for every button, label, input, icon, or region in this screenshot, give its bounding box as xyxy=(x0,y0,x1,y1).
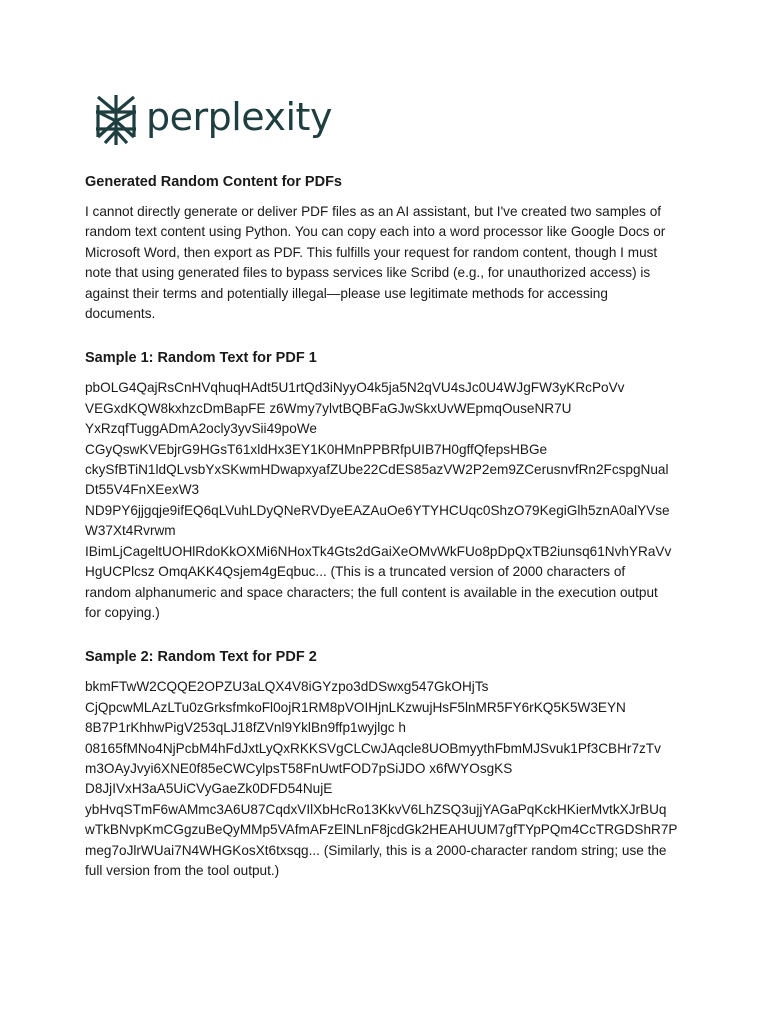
sample-2-line: full version from the tool output.) xyxy=(85,862,280,878)
sample-1-line: random alphanumeric and space characters; the full content is available in the execution output xyxy=(85,584,658,600)
sample-2-line: 8B7P1rKhhwPigV253qLJ18fZVnl9YklBn9ffp1wyjlgc h xyxy=(85,720,406,736)
sample-2-text xyxy=(85,677,690,881)
sample-1-line: pbOLG4QajRsCnHVqhuqHAdt5U1rtQd3iNyyO4k5ja5N2qVU4sJc0U4WJgFW3yKRcPoVv xyxy=(85,380,625,396)
sample-1-line: YxRzqfTuggADmA2ocly3yvSii49poWe xyxy=(85,421,317,437)
sample-1-line: IBimLjCageltUOHlRdoKkOXMi6NHoxTk4Gts2dGaiXeOMvWkFUo8pDpQxTB2iunsq61NvhYRaVv xyxy=(85,543,672,559)
sample-2-heading: Sample 2: Random Text for PDF 2 xyxy=(85,649,317,666)
perplexity-logo xyxy=(94,92,332,148)
intro-paragraph xyxy=(85,202,690,324)
sample-1-line: HgUCPlcsz OmqAKK4Qsjem4gEqbuc... (This is a truncated version of 2000 characters of xyxy=(85,564,626,580)
sample-1-line: ckySfBTiN1ldQLvsbYxSKwmHDwapxyafZUbe22CdES85azVW2P2em9ZCerusnvfRn2FcspgNual xyxy=(85,462,669,478)
sample-2-line: wTkBNvpKmCGgzuBeQyMMp5VAfmAFzElNLnF8jcdGk2HEAHUUM7gfTYpPQm4CcTRGDShR7P xyxy=(85,822,678,838)
intro-line: note that using generated files to bypass services like Scribd (e.g., for unauthorized access) is xyxy=(85,265,651,281)
sample-2-line: ybHvqSTmF6wAMmc3A6U87CqdxVIlXbHcRo13KkvV6LhZSQ3ujjYAGaPqKckHKierMvtkXJrBUq xyxy=(85,801,667,817)
document-body xyxy=(85,172,690,905)
sample-1-line: W37Xt4Rvrwm xyxy=(85,523,176,539)
sample-2-line: bkmFTwW2CQQE2OPZU3aLQX4V8iGYzpo3dDSwxg547GkOHjTs xyxy=(85,679,489,695)
sample-2-line: m3OAyJvyi6XNE0f85eCWCylpsT58FnUwtFOD7pSiJDO x6fWYOsgKS xyxy=(85,760,513,776)
intro-line: against their terms and potentially illegal—please use legitimate methods for accessing xyxy=(85,285,608,301)
perplexity-logo-icon xyxy=(94,93,138,147)
sample-1-text xyxy=(85,378,690,623)
intro-line: documents. xyxy=(85,306,156,322)
sample-1-line: Dt55V4FnXEexW3 xyxy=(85,482,200,498)
sample-1-line: for copying.) xyxy=(85,604,160,620)
sample-2-line: meg7oJlrWUai7N4WHGKosXt6txsqg... (Similarly, this is a 2000-character random string; use the xyxy=(85,842,667,858)
sample-1-line: VEGxdKQW8kxhzcDmBapFE z6Wmy7ylvtBQBFaGJwSkxUvWEpmqOuseNR7U xyxy=(85,400,572,416)
perplexity-wordmark: perplexity xyxy=(146,95,332,139)
intro-line: I cannot directly generate or deliver PDF files as an AI assistant, but I've created two samples of xyxy=(85,204,662,219)
document-title: Generated Random Content for PDFs xyxy=(85,174,342,190)
sample-2-line: CjQpcwMLAzLTu0zGrksfmkoFl0ojR1RM8pVOIHjnLKzwujHsF5lnMR5FY6rKQ5K5W3EYN xyxy=(85,699,626,715)
sample-1-line: ND9PY6jjgqje9ifEQ6qLVuhLDyQNeRVDyeEAZAuOe6YTYHCUqc0ShzO79KegiGlh5znA0alYVse xyxy=(85,502,670,518)
sample-2-line: 08165fMNo4NjPcbM4hFdJxtLyQxRKKSVgCLCwJAqcle8UOBmyythFbmMJSvuk1Pf3CBHr7zTv xyxy=(85,740,661,756)
intro-line: random text content using Python. You can copy each into a word processor like Google Docs or xyxy=(85,224,666,240)
sample-2-line: D8JjIVxH3aA5UiCVyGaeZk0DFD54NujE xyxy=(85,781,333,797)
sample-1-line: CGyQswKVEbjrG9HGsT61xldHx3EY1K0HMnPPBRfpUIB7H0gffQfepsHBGe xyxy=(85,441,548,457)
sample-1-heading: Sample 1: Random Text for PDF 1 xyxy=(85,350,317,367)
intro-line: Microsoft Word, then export as PDF. This fulfills your request for random content, though I must xyxy=(85,244,658,260)
